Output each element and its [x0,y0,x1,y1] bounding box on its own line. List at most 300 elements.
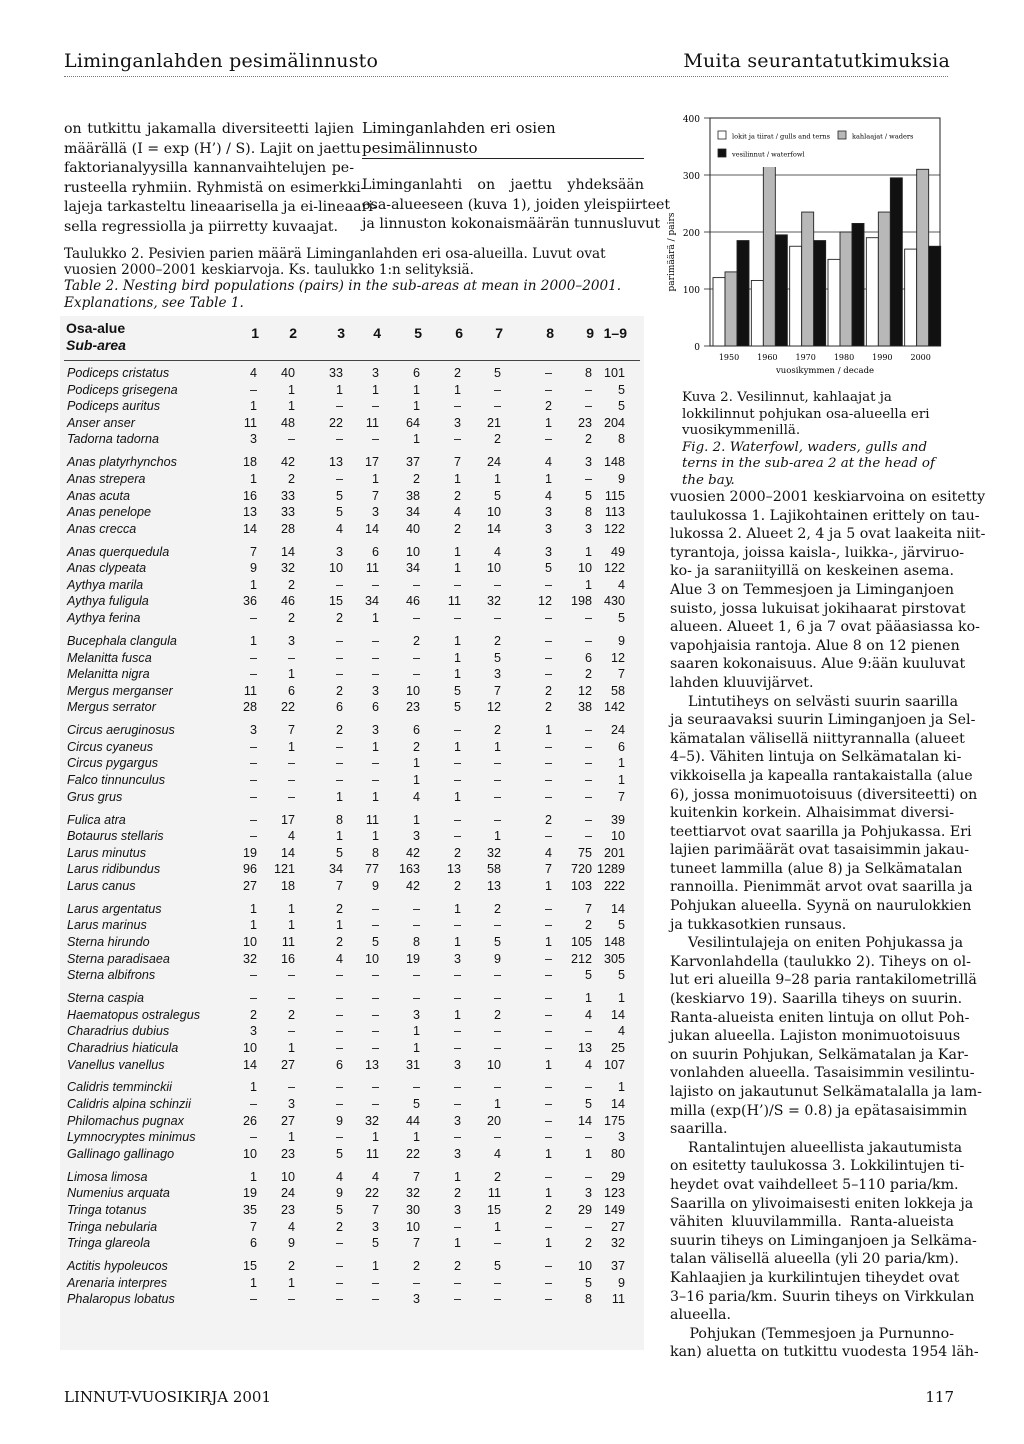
species-name: Philomachus pugnax [67,1113,184,1128]
table-cell: 4 [584,1057,592,1072]
table-cell: 30 [405,1202,420,1217]
table-cell: – [453,773,461,787]
table-row [60,901,644,917]
table-cell: 4 [617,1024,625,1039]
table-cell: 46 [280,594,295,609]
table-row [60,967,644,983]
table-cell: 12 [610,650,625,665]
table-cell: 3 [412,829,420,844]
table-cell: 3 [453,1146,461,1161]
bar-waders [878,212,890,346]
table-cell: 6 [249,1236,257,1251]
table-cell: 2 [287,1259,295,1273]
table-cell: 3 [249,432,257,447]
text-line: ja seuraavaksi suurin Liminganjoen ja Sel- [670,712,976,729]
x-tick-label: 1960 [757,353,778,362]
table-cell: 22 [280,700,295,715]
x-tick-label: 1980 [833,353,855,362]
text-line: määrällä (I = exp (H’) / S). Lajit on jaettu [64,140,361,157]
table-cell: – [584,1219,592,1234]
text-line: kuitenkin korkein. Alhaisimmat diversi- [670,805,954,822]
species-name: Tringa glareola [67,1236,151,1251]
table-cell: 19 [242,1186,257,1201]
table-cell: 5 [371,1236,379,1251]
table-cell: 14 [364,521,379,536]
table-cell: 6 [371,700,379,715]
table-row [60,699,644,715]
table-cell: 1 [335,829,343,844]
bar-gulls [828,259,840,346]
table-cell: – [544,1080,552,1095]
table-cell: 1 [544,471,552,486]
table-cell: – [544,1219,552,1234]
table-cell: 10 [405,683,420,698]
table-cell: 2 [453,521,461,536]
table-cell: – [249,789,257,804]
bar-waders [802,212,814,346]
table-cell: 1 [287,1275,295,1290]
table-cell: 1 [453,667,461,682]
table-cell: 2 [335,611,343,625]
table-cell: – [249,773,257,787]
table-row [60,1146,644,1162]
table-cell: 1 [249,918,257,933]
table-cell: 7 [249,1219,257,1234]
species-name: Numenius arquata [67,1186,170,1201]
table-cell: 37 [405,455,420,470]
text-line: 3–16 paria/km. Suurin tiheys on Virkkulan [670,1288,975,1305]
table-cell: 5 [453,683,461,698]
table-cell: 22 [364,1186,379,1201]
text-line: lajisto on jakautunut Selkämatalalla ja lam- [670,1084,982,1100]
table-row [60,1096,644,1112]
table-row [60,755,644,771]
table-cell: 7 [617,667,625,682]
table-row [60,431,644,447]
nesting-table [60,316,644,1350]
table-cell: 22 [328,415,343,430]
table-row [60,521,644,537]
table-row [60,593,644,609]
table-cell: – [453,756,461,771]
table-cell: 1 [544,1146,552,1161]
table-cell: – [287,1024,295,1039]
table-cell: – [453,577,461,592]
table-row [60,398,644,414]
table-row [60,560,644,576]
table-cell: 28 [242,700,257,715]
table-cell: – [544,1113,552,1128]
table-cell: – [453,432,461,447]
column-header: 4 [373,325,381,341]
table-row [60,488,644,504]
table-cell: 8 [584,505,592,520]
table-cell: – [287,1080,295,1095]
table-row [60,934,644,950]
text-line: alueen. Alueet 1, 6 ja 7 ovat pääasiassa ko- [670,619,980,636]
table-cell: 7 [287,723,295,738]
bar-waders [763,164,775,346]
table-cell: – [453,991,461,1006]
table-cell: – [371,633,379,648]
table-header-fi: Osa-alue [66,320,126,336]
table-cell: – [371,1097,379,1111]
table-cell: – [493,1040,501,1055]
table-cell: 19 [405,951,420,966]
table-cell: 14 [610,1007,625,1022]
species-name: Mergus serrator [67,700,156,715]
table-cell: – [544,789,552,804]
table-row [60,1007,644,1023]
species-name: Larus marinus [67,918,147,933]
table-cell: 23 [577,415,592,430]
table-cell: 3 [544,505,552,520]
text-line: vuosien 2000–2001 keskiarvoina on esitetty [670,489,986,505]
table-cell: 3 [584,455,592,470]
species-name: Charadrius dubius [67,1024,170,1039]
table-cell: 33 [280,488,295,503]
table-cell: – [249,1097,257,1111]
table-cell: 5 [584,1097,592,1111]
table-cell: 3 [371,683,379,698]
table-cell: 212 [570,951,592,966]
table-cell: – [493,812,501,827]
table-cell: – [544,1097,552,1111]
table-cell: 14 [280,845,295,860]
table-cell: 32 [405,1186,420,1201]
table-cell: 2 [544,700,552,715]
table-cell: – [371,773,379,787]
table-cell: 11 [365,1146,379,1161]
table-cell: – [544,968,552,983]
table-cell: – [493,1292,501,1307]
table-cell: – [453,1080,461,1095]
table-cell: 2 [453,1259,461,1273]
table-cell: 305 [603,951,625,966]
table-cell: – [493,382,501,397]
table-cell: – [544,366,552,380]
table-cell: – [335,399,343,414]
y-tick-label: 100 [682,286,700,296]
table-cell: – [544,432,552,447]
table-cell: 6 [412,366,420,380]
table-row [60,1169,644,1185]
table-cell: 2 [584,918,592,933]
species-name: Larus ridibundus [67,862,161,877]
table-cell: 1 [493,1219,501,1234]
bar-waterfowl [775,235,787,346]
figure-caption-en: Fig. 2. Waterfowl, waders, gulls and terns in the sub-area 2 at the head of the bay. [682,439,935,488]
species-name: Vanellus vanellus [67,1057,165,1072]
table-cell: – [453,968,461,983]
species-name: Anas strepera [67,471,146,486]
table-cell: 3 [453,1057,461,1072]
table-cell: – [453,1024,461,1039]
table-row [60,772,644,788]
table-cell: – [412,991,420,1006]
table-cell: 7 [412,1236,420,1251]
table-cell: 1 [493,1097,501,1111]
table-cell: – [493,968,501,983]
table-cell: 122 [603,561,625,576]
table-cell: 12 [577,683,592,698]
table-cell: 3 [287,1097,295,1111]
table-cell: 5 [584,488,592,503]
table-cell: 1 [371,739,379,754]
table-row [60,722,644,738]
species-name: Phalaropus lobatus [67,1292,175,1307]
table-cell: 2 [453,878,461,893]
table-cell: 2 [493,1007,501,1022]
table-cell: – [544,650,552,665]
species-name: Sterna albifrons [67,968,156,983]
table-cell: 36 [242,594,257,609]
table-cell: – [493,773,501,787]
table-cell: 2 [412,633,420,648]
table-row [60,812,644,828]
table-cell: – [371,1007,379,1022]
table-cell: 14 [280,544,295,559]
table-cell: – [335,1259,343,1273]
table-cell: 6 [371,544,379,559]
table-cell: 3 [544,544,552,559]
table-cell: 1 [544,1057,552,1072]
species-name: Circus cyaneus [67,739,154,754]
text-line: Pohjukan alueella. Syynä on naurulokkien [670,898,972,915]
table-row [60,1023,644,1039]
table-cell: 23 [405,700,420,715]
table-cell: 18 [280,878,295,893]
table-cell: – [249,667,257,682]
table-cell: 75 [577,845,592,860]
table-cell: 175 [603,1113,625,1128]
table-cell: 1 [371,1130,379,1145]
table-cell: – [412,1275,420,1290]
species-name: Calidris alpina schinzii [67,1097,191,1111]
table-cell: 58 [486,862,501,877]
table-cell: 2 [335,683,343,698]
table-cell: 10 [405,544,420,559]
table-row [60,1258,644,1274]
table-header-rule [64,360,640,361]
table-cell: 11 [447,594,461,609]
table-cell: 2 [544,1202,552,1217]
table-cell: 3 [453,1202,461,1217]
table-cell: 32 [280,561,295,576]
figure-caption-fi: Kuva 2. Vesilinnut, kahlaajat ja lokkilinnut pohjukan osa-alueella eri vuosikymmenillä. [682,390,930,438]
table-cell: – [544,756,552,771]
running-header-left: Liminganlahden pesimälinnusto [64,50,379,72]
table-cell: 2 [335,935,343,949]
table-cell: 8 [617,432,625,447]
table-cell: – [335,1275,343,1290]
species-name: Sterna caspia [67,991,145,1006]
table-cell: 1 [453,382,461,397]
table-cell: – [335,1236,343,1251]
table-cell: – [493,991,501,1006]
table-cell: 9 [617,1275,625,1290]
bar-gulls [751,280,763,346]
table-cell: – [584,789,592,804]
table-cell: 1 [453,650,461,665]
table-cell: 58 [610,683,625,698]
table-cell: – [544,611,552,625]
text-line: 6), jossa monimuotoisuus (diversiteetti) on [670,786,978,803]
table-row [60,1079,644,1095]
table-cell: 5 [335,488,343,503]
text-line: Pohjukan (Temmesjoen ja Purnunno- [670,1325,954,1342]
table-cell: 2 [453,845,461,860]
species-name: Sterna hirundo [67,935,150,949]
table-cell: 4 [544,845,552,860]
table-caption-en: Table 2. Nesting bird populations (pairs) in the sub-areas at mean in 2000–2001. Explanations, see Table 1. [64,278,622,311]
legend-box [714,123,936,167]
table-cell: 2 [453,488,461,503]
column-header: 1 [251,325,259,341]
species-name: Fulica atra [67,812,126,827]
table-cell: – [249,382,257,397]
bar-gulls [905,249,917,346]
table-cell: 1 [412,773,420,787]
column-header: 5 [414,325,422,341]
table-cell: 5 [335,845,343,860]
table-cell: – [584,633,592,648]
table-cell: 3 [371,366,379,380]
table-cell: 1 [287,1130,295,1145]
text-line: on esitetty taulukossa 3. Lokkilintujen ti- [670,1158,965,1175]
legend-label: lokit ja tiirat / gulls and terns [732,132,831,141]
table-cell: 2 [287,1007,295,1022]
legend-label: kahlaajat / waders [852,132,914,141]
table-cell: – [287,1292,295,1307]
table-cell: 46 [405,594,420,609]
table-cell: 6 [335,1057,343,1072]
table-cell: 22 [405,1146,420,1161]
table-cell: 13 [242,505,257,520]
table-row [60,633,644,649]
table-row [60,951,644,967]
table-cell: 2 [544,683,552,698]
table-cell: 5 [617,399,625,414]
table-cell: – [335,991,343,1006]
table-cell: 13 [364,1057,379,1072]
text-line: vikkoisella ja kapealla rantakaistalla (alue [670,767,973,784]
table-cell: 5 [493,366,501,380]
table-cell: 1 [453,544,461,559]
table-cell: 4 [617,577,625,592]
table-cell: – [335,1097,343,1111]
table-cell: 5 [453,700,461,715]
section-paragraph [362,176,671,235]
text-line: 4–5). Vähiten lintuja on Selkämatalan ki- [670,749,962,766]
x-tick-label: 1990 [872,353,893,362]
table-cell: 7 [453,455,461,470]
table-cell: 9 [493,951,501,966]
table-cell: – [335,1292,343,1307]
table-row [60,1113,644,1129]
table-cell: 35 [242,1202,257,1217]
table-cell: – [544,951,552,966]
table-cell: – [335,650,343,665]
table-cell: 2 [493,633,501,648]
table-cell: 5 [584,1275,592,1290]
table-cell: 103 [570,878,592,893]
column-header: 9 [586,325,594,341]
table-cell: 5 [617,918,625,933]
species-name: Bucephala clangula [67,633,177,648]
table-cell: – [544,1024,552,1039]
table-cell: 77 [364,862,379,877]
bar-gulls [713,278,725,346]
species-name: Tringa nebularia [67,1219,158,1234]
table-cell: 39 [610,812,625,827]
table-cell: 1 [544,935,552,949]
species-name: Aythya marila [67,577,144,592]
table-cell: – [371,1292,379,1307]
table-cell: – [371,577,379,592]
table-cell: – [335,1130,343,1145]
table-row [60,789,644,805]
table-cell: 1 [453,1236,461,1251]
table-cell: 1 [584,544,592,559]
table-cell: 3 [584,521,592,536]
table-cell: 10 [242,1146,257,1161]
table-cell: 5 [617,611,625,625]
table-cell: – [453,1097,461,1111]
table-cell: 1 [371,829,379,844]
table-cell: 4 [412,789,420,804]
table-cell: 10 [486,505,501,520]
table-row [60,471,644,487]
decade-bar-chart [652,110,952,380]
table-cell: 3 [412,1007,420,1022]
table-cell: 15 [242,1259,257,1273]
table-cell: – [453,1292,461,1307]
text-line: taulukossa 1. Lajikohtainen erittely on tau- [670,507,980,524]
text-line: alueella. [670,1307,731,1324]
table-cell: 3 [453,415,461,430]
column-header: 2 [289,325,297,341]
text-line: teettiarvot ovat saarilla ja Pohjukassa. Eri [670,823,972,840]
table-cell: 5 [617,382,625,397]
table-cell: 1 [249,399,257,414]
table-cell: – [544,577,552,592]
table-cell: 7 [412,1169,420,1184]
text-line: faktorianalyysilla kannanvaihtelujen pe- [64,160,354,177]
table-cell: 9 [617,471,625,486]
table-cell: – [287,773,295,787]
species-name: Anas crecca [67,521,137,536]
table-cell: 105 [570,935,592,949]
table-cell: 11 [243,683,257,698]
text-line: vähiten kluuvilammilla. Ranta-alueista [670,1214,954,1231]
text-line: on suurin Pohjukan, Selkämatalan ja Kar- [670,1046,969,1063]
table-cell: – [493,1130,501,1145]
table-cell: 4 [335,951,343,966]
table-row [60,1275,644,1291]
table-cell: – [453,723,461,738]
bar-gulls [790,246,802,346]
table-cell: 1 [453,471,461,486]
table-cell: 14 [242,1057,257,1072]
table-cell: 7 [335,878,343,893]
table-cell: – [584,611,592,625]
table-cell: 10 [486,561,501,576]
table-cell: 3 [493,667,501,682]
text-line: kan) aluetta on tutkittu vuodesta 1954 läh- [670,1344,979,1361]
bar-waterfowl [929,246,941,346]
table-cell: 7 [371,1202,379,1217]
